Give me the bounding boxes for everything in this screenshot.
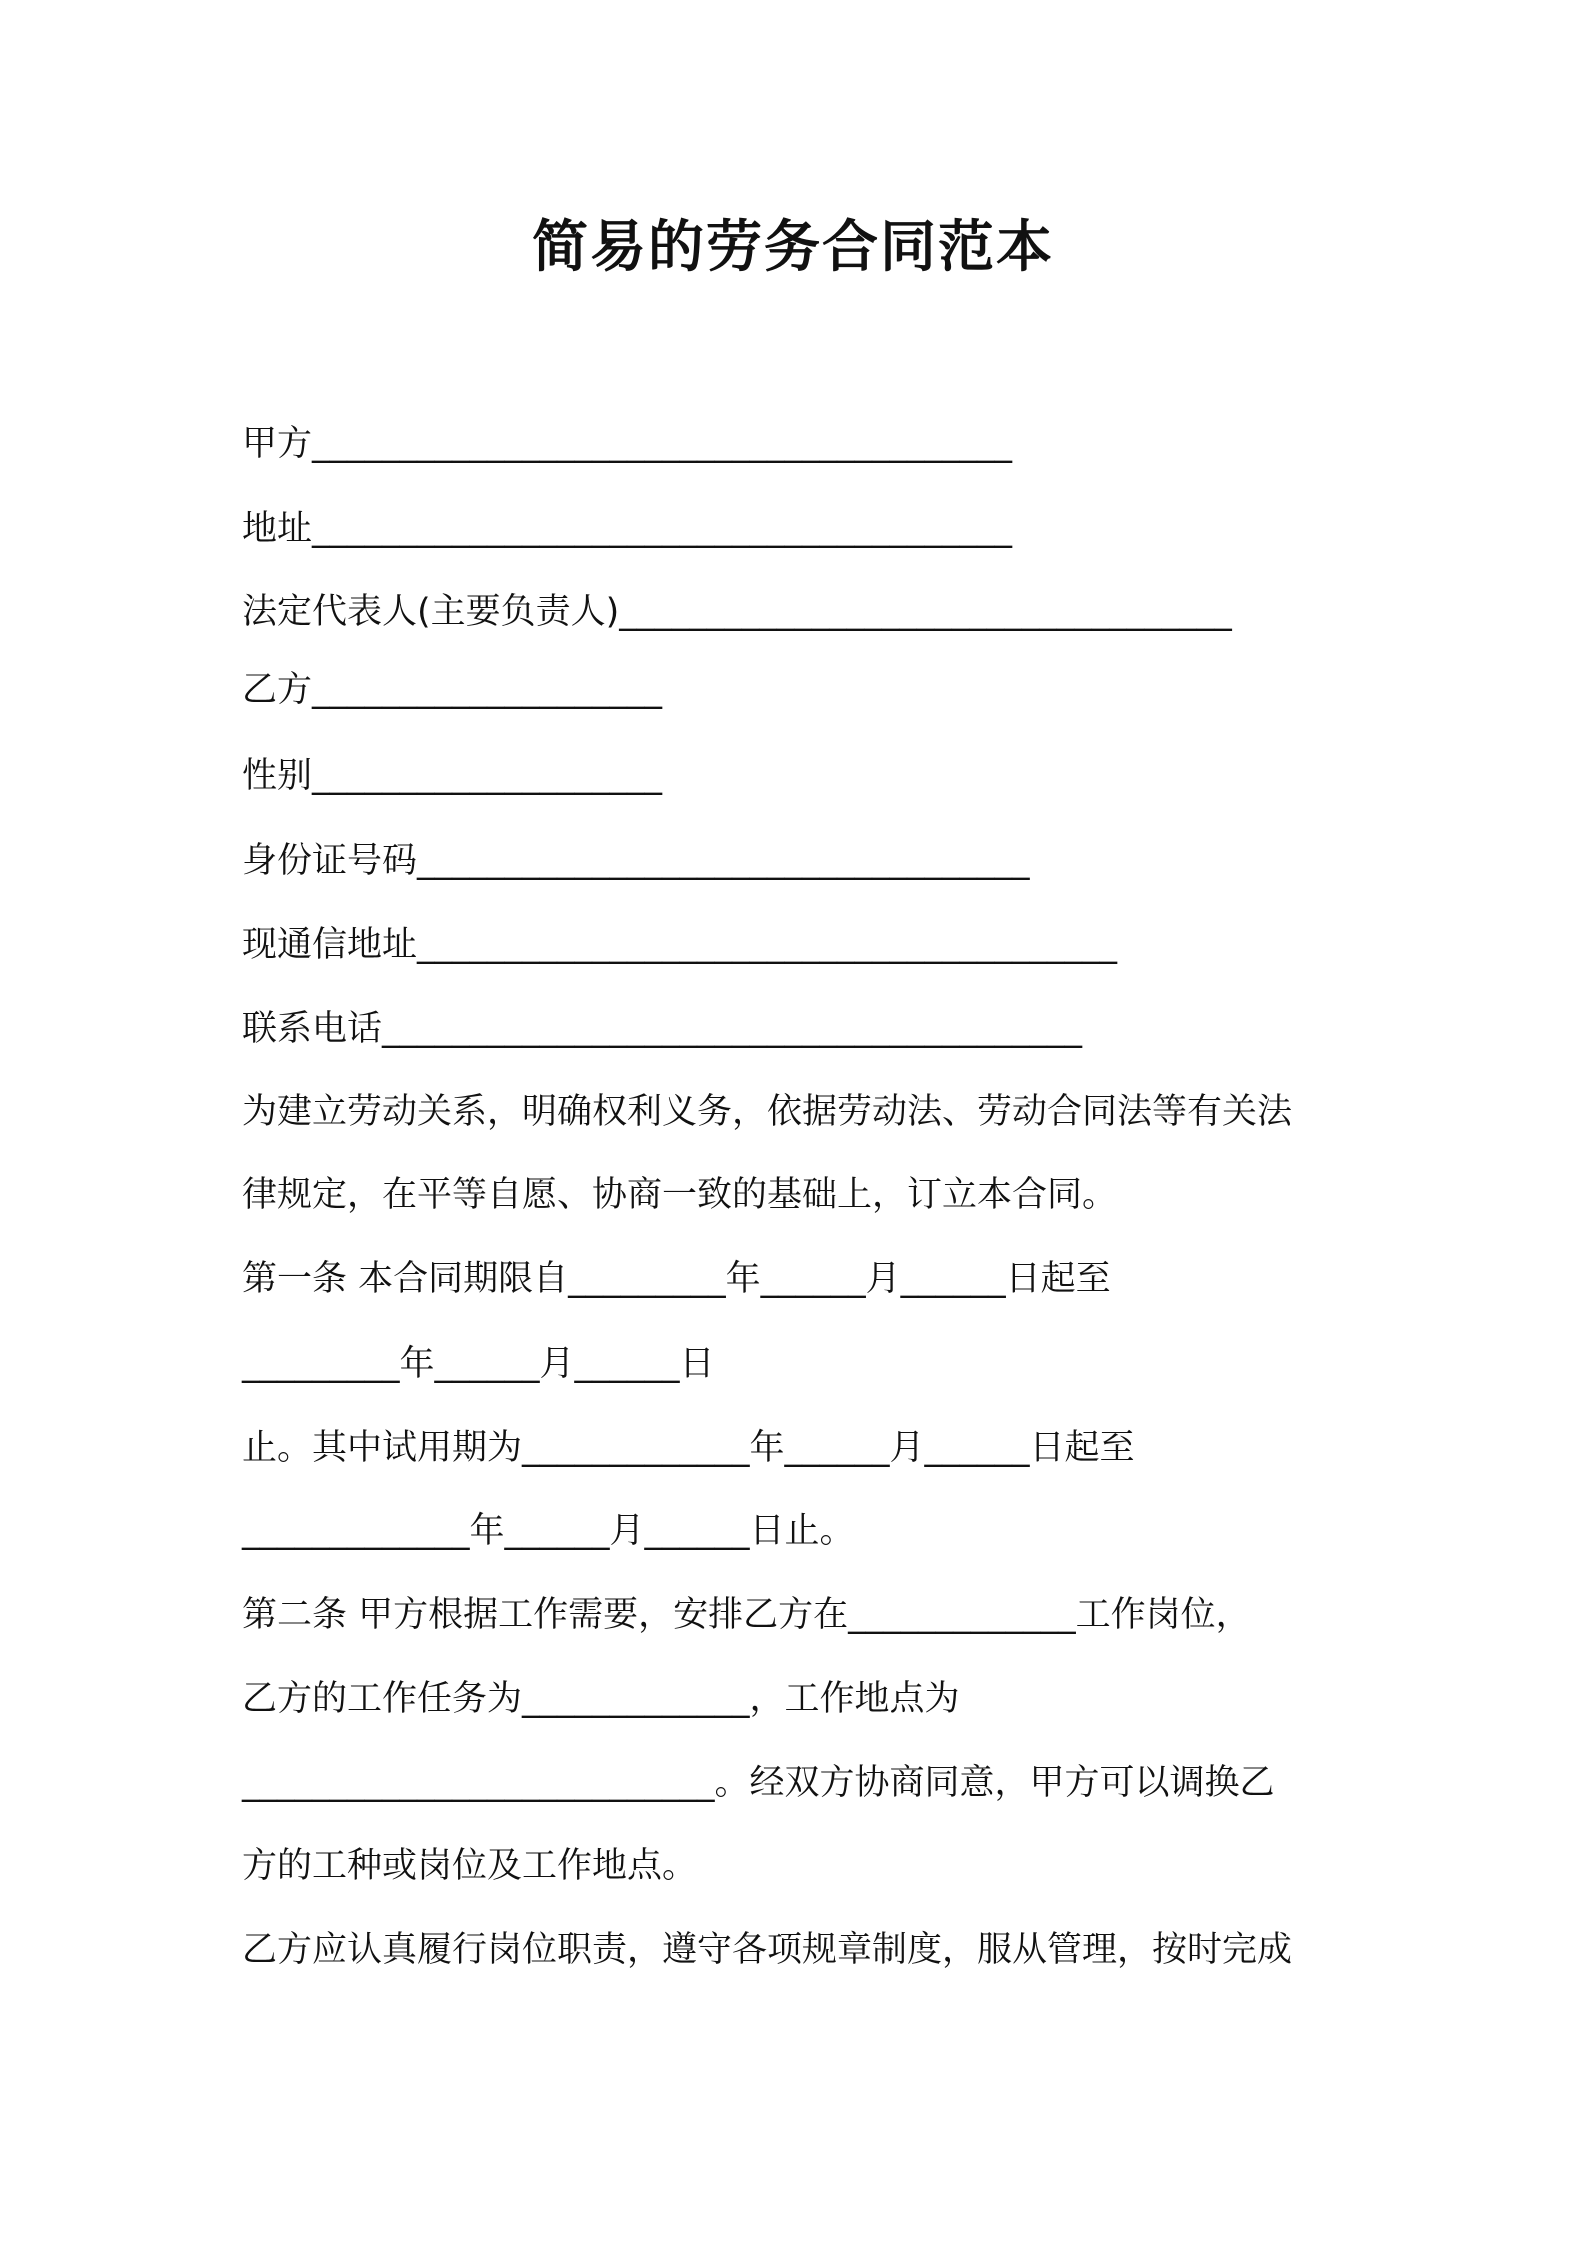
party-b-line: 乙方____________________ [242, 670, 663, 710]
article-1-line-3: 止。其中试用期为_____________年______月______日起至 [242, 1428, 1135, 1468]
id-number-line: 身份证号码___________________________________ [242, 841, 1030, 881]
article-2-line-3: ___________________________。经双方协商同意，甲方可以调换乙 [242, 1763, 1275, 1803]
duties-line-1: 乙方应认真履行岗位职责，遵守各项规章制度，服从管理，按时完成 [242, 1930, 1293, 1970]
article-2-line-2: 乙方的工作任务为_____________，工作地点为 [242, 1679, 960, 1719]
mailing-address-line: 现通信地址________________________________________ [242, 925, 1118, 965]
party-a-line: 甲方________________________________________ [242, 424, 1013, 464]
article-2-line-1: 第二条 甲方根据工作需要，安排乙方在_____________工作岗位， [242, 1595, 1251, 1635]
gender-line: 性别____________________ [242, 756, 663, 796]
legal-representative-line: 法定代表人(主要负责人)___________________________________ [242, 592, 1232, 632]
preamble-line-2: 律规定，在平等自愿、协商一致的基础上，订立本合同。 [242, 1175, 1118, 1215]
address-line: 地址________________________________________ [242, 509, 1013, 549]
article-2-line-4: 方的工种或岗位及工作地点。 [242, 1846, 698, 1886]
preamble-line-1: 为建立劳动关系，明确权利义务，依据劳动法、劳动合同法等有关法 [242, 1092, 1293, 1132]
article-1-line-2: _________年______月______日 [242, 1344, 715, 1384]
article-1-line-1: 第一条 本合同期限自_________年______月______日起至 [242, 1259, 1111, 1299]
phone-line: 联系电话________________________________________ [242, 1009, 1083, 1049]
article-1-line-4: _____________年______月______日止。 [242, 1511, 855, 1551]
document-title: 简易的劳务合同范本 [532, 215, 1054, 280]
